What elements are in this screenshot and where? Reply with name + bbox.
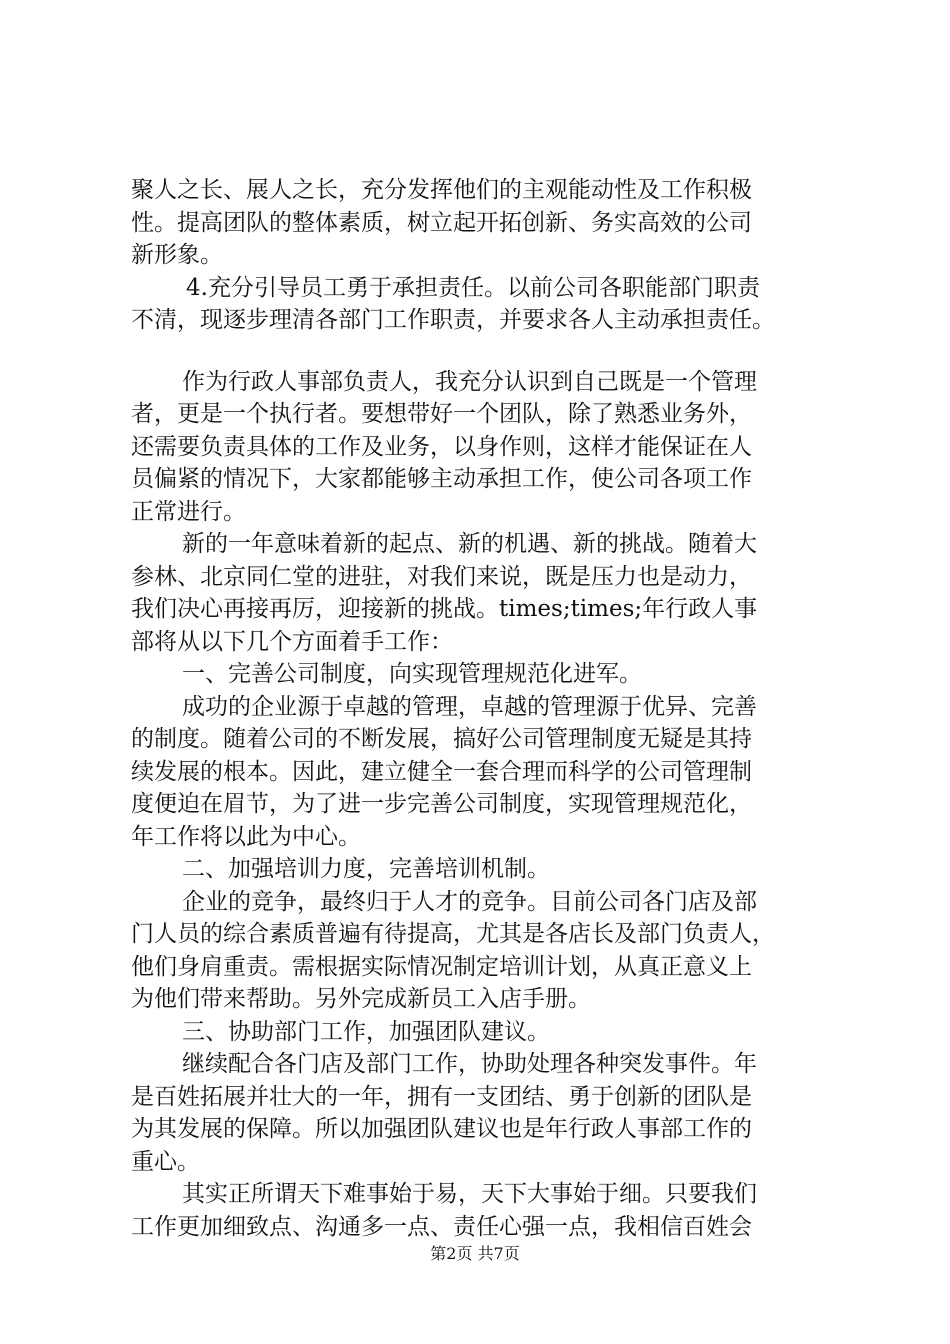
- text-line: 为其发展的保障。所以加强团队建议也是年行政人事部工作的: [131, 1116, 752, 1142]
- text-line: 其实正所谓天下难事始于易，天下大事始于细。只要我们: [182, 1181, 757, 1207]
- text-line: 门人员的综合素质普遍有待提高，尤其是各店长及部门负责人，: [131, 921, 775, 947]
- page-number: 第2页 共7页: [430, 1244, 520, 1263]
- text-line: 性。提高团队的整体素质，树立起开拓创新、务实高效的公司: [131, 209, 752, 236]
- text-line: 聚人之长、展人之长，充分发挥他们的主观能动性及工作积极: [131, 177, 752, 203]
- text-line: 续发展的根本。因此，建立健全一套合理而科学的公司管理制: [131, 758, 752, 785]
- text-line: 我们决心再接再厉，迎接新的挑战。times;times;年行政人事: [131, 596, 758, 622]
- text-line: 工作更加细致点、沟通多一点、责任心强一点，我相信百姓会: [131, 1213, 752, 1240]
- page-footer: [0, 1244, 950, 1264]
- document-body: [131, 174, 831, 1243]
- text-line: 新形象。: [131, 242, 223, 268]
- text-line: 不清，现逐步理清各部门工作职责，并要求各人主动承担责任。: [131, 307, 775, 333]
- text-line: 成功的企业源于卓越的管理，卓越的管理源于优异、完善: [182, 693, 757, 720]
- section-heading: 三、协助部门工作，加强团队建议。: [182, 1018, 550, 1045]
- text-line: 部将从以下几个方面着手工作：: [131, 628, 453, 655]
- text-line: 参林、北京同仁堂的进驻，对我们来说，既是压力也是动力，: [131, 563, 752, 590]
- text-line: 作为行政人事部负责人，我充分认识到自己既是一个管理: [182, 368, 757, 395]
- text-line: 4.充分引导员工勇于承担责任。以前公司各职能部门职责: [186, 274, 760, 301]
- text-line: 度便迫在眉节，为了进一步完善公司制度，实现管理规范化，: [131, 791, 752, 817]
- paragraph-gap: [131, 337, 831, 366]
- text-line: 是百姓拓展并壮大的一年，拥有一支团结、勇于创新的团队是: [131, 1083, 752, 1110]
- section-heading: 二、加强培训力度，完善培训机制。: [182, 856, 550, 882]
- text-line: 为他们带来帮助。另外完成新员工入店手册。: [131, 986, 591, 1012]
- text-line: 员偏紧的情况下，大家都能够主动承担工作，使公司各项工作: [131, 466, 752, 492]
- text-line: 年工作将以此为中心。: [131, 823, 361, 850]
- text-line: 还需要负责具体的工作及业务，以身作则，这样才能保证在人: [131, 433, 752, 460]
- section-heading: 一、完善公司制度，向实现管理规范化进军。: [182, 661, 642, 687]
- text-line: 新的一年意味着新的起点、新的机遇、新的挑战。随着大: [182, 531, 757, 557]
- text-line: 他们身肩重责。需根据实际情况制定培训计划，从真正意义上: [131, 953, 752, 980]
- text-line: 者，更是一个执行者。要想带好一个团队，除了熟悉业务外，: [131, 401, 752, 427]
- text-line: 正常进行。: [131, 498, 246, 525]
- text-line: 企业的竞争，最终归于人才的竞争。目前公司各门店及部: [182, 888, 757, 915]
- text-line: 的制度。随着公司的不断发展，搞好公司管理制度无疑是其持: [131, 726, 752, 752]
- text-line: 继续配合各门店及部门工作，协助处理各种突发事件。年: [182, 1051, 757, 1077]
- text-line: 重心。: [131, 1148, 200, 1175]
